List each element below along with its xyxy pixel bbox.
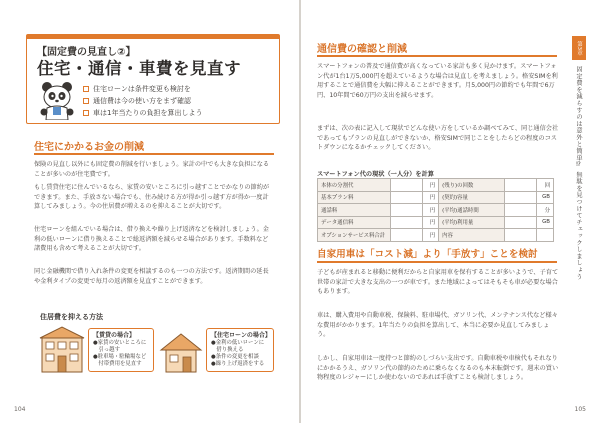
checkbox-icon	[83, 98, 89, 104]
table-cell-blank[interactable]	[390, 216, 422, 229]
checklist-item-label: 通信費は今の使い方をまず確認	[93, 97, 191, 105]
table-cell-unit: 円	[422, 179, 438, 192]
table-cell-label: オプションサービス料合計	[318, 229, 391, 242]
table-cell-blank[interactable]	[505, 179, 537, 192]
section-subtitle: 【固定費の見直し②】	[37, 47, 136, 58]
table-cell-unit	[537, 229, 554, 242]
table-cell-label: データ通信料	[318, 216, 391, 229]
loan-tip-line: 借り換える	[211, 347, 244, 353]
table-cell-label: (残り)の回数	[439, 179, 505, 192]
running-title-vertical: 固定費を減らすのは意外と簡単⁉︎ 無駄を見つけてチェックしましょう	[575, 66, 582, 281]
body-paragraph: スマートフォンの普及で通信費が高くなっている家計も多く見かけます。スマートフォン代が1台1万5,000円を超えているような場合は見直しを考えましょう。格安SIMを利用することで通信費を大幅に抑えることができます。月5,000円の節約でも年間で6万円、10年間で60万円の支出を減らせます。	[317, 63, 558, 99]
table-cell-label: (契約)容量	[439, 191, 505, 204]
table-row	[318, 191, 554, 204]
body-paragraph: 保険の見直し以外にも固定費の削減を行いましょう。家計の中でも大きな負担になることが多いのが住宅費です。	[34, 161, 270, 178]
table-cell-unit: 回	[537, 179, 554, 192]
checklist-item	[83, 107, 202, 119]
table-cell-label: (平均)利用量	[439, 216, 505, 229]
section-heading-housing: 住宅にかかるお金の削減	[34, 142, 144, 153]
table-cell-blank[interactable]	[390, 229, 422, 242]
body-paragraph: 車は、購入費用や自動車税、保険料、駐車場代、ガソリン代、メンテナンス代など様々な費用がかかります。1年当たりの負担を算出して、本当に必要か見直してみましょう。	[317, 312, 558, 339]
checklist-item	[83, 95, 202, 107]
table-row	[318, 216, 554, 229]
section-underline	[34, 153, 274, 155]
page-number-left: 104	[14, 406, 26, 413]
table-cell-label: 通話料	[318, 204, 391, 217]
table-cell-label: 内容	[439, 229, 505, 242]
rental-tips-bubble	[88, 328, 154, 372]
body-paragraph: もし賃貸住宅に住んでいるなら、家賃の安いところに引っ越すことでかなりの節約ができます。また、手放さない場合でも、住み続ける方が得か引っ越す方が得か一度計算してみましょう。今の住居費が増えるのを抑えることが大切です。	[34, 184, 270, 211]
table-cell-unit: GB	[537, 216, 554, 229]
chapter-tab: 第3章	[572, 36, 586, 60]
apartment-building-icon	[36, 324, 88, 376]
table-row	[318, 204, 554, 217]
checkbox-icon	[83, 86, 89, 92]
table-cell-blank[interactable]	[505, 229, 537, 242]
table-cell-unit: 円	[422, 216, 438, 229]
rental-tip-line: ●駐車場・駐輪場など	[93, 354, 147, 360]
panda-mascot-icon	[35, 80, 79, 120]
table-row	[318, 229, 554, 242]
section-underline	[317, 261, 557, 263]
rental-tip-line: 引っ越す	[93, 347, 120, 353]
table-cell-unit: 円	[422, 191, 438, 204]
table-cell-blank[interactable]	[505, 216, 537, 229]
detached-house-icon	[158, 330, 204, 374]
table-cell-blank[interactable]	[390, 191, 422, 204]
table-cell-label: 本体の分割代	[318, 179, 391, 192]
table-cell-label: 基本プラン料	[318, 191, 391, 204]
table-cell-blank[interactable]	[390, 179, 422, 192]
table-cell-blank[interactable]	[390, 204, 422, 217]
right-page	[301, 0, 600, 423]
page-title: 住宅・通信・車費を見直す	[37, 59, 241, 78]
loan-tips-bubble	[206, 328, 274, 372]
loan-tip-line: ●金利の低いローンに	[211, 340, 265, 346]
header-accent-bar	[27, 35, 279, 39]
checkbox-icon	[83, 110, 89, 116]
phone-cost-table	[317, 178, 554, 242]
checklist-item	[83, 83, 202, 95]
checklist	[83, 83, 202, 119]
table-row	[318, 179, 554, 192]
chapter-header-box	[26, 34, 280, 124]
body-paragraph: まずは、次の表に記入して現状でどんな使い方をしているか調べてみて、同じ通信会社であってもプランの見直しができないか、格安SIMで同じことをしたらどの程度のコストダウンになるかチェックしてください。	[317, 125, 559, 152]
checklist-item-label: 車は1年当たりの負担を算出しよう	[93, 109, 203, 117]
loan-tip-line: ●繰り上げ返済をする	[211, 361, 265, 367]
loan-tip-line: ●条件の変更を相談	[211, 354, 259, 360]
table-cell-unit: 円	[422, 229, 438, 242]
section-heading-car: 自家用車は「コスト減」より「手放す」ことを検討	[317, 249, 538, 260]
rental-tip-line: ●家賃の安いところに	[93, 340, 147, 346]
page-number-right: 105	[574, 406, 586, 413]
body-paragraph: しかし、自家用車は一度持つと節約のしづらい支出です。自動車税や車検代もそれなりにかかるうえ、ガソリン代の節約のために乗らなくなるのも本末転倒です。週末の買い物程度のレジャーにしか使わないのであれば手放すことも検討しましょう。	[317, 355, 559, 382]
body-paragraph: 同じ金融機関で借り入れ条件の変更を相談するのも一つの方法です。返済期間の延長や金利タイプの変更で毎月の返済額を見直すことができます。	[34, 268, 269, 285]
section-underline	[317, 55, 557, 57]
table-cell-unit: 分	[537, 204, 554, 217]
table-cell-blank[interactable]	[505, 191, 537, 204]
left-page	[0, 0, 299, 423]
body-paragraph: 子どもが産まれると移動に便利だからと自家用車を保有することが多いようで、子育て世帯の家計で大きな支出の一つが車です。また地域によってはそもそも車が必要な場合もあります。	[317, 269, 559, 296]
section-heading-telecom: 通信費の確認と削減	[317, 44, 407, 55]
table-title: スマートフォン代の現状（一人分）を計算	[317, 171, 434, 178]
illustration-title: 住居費を抑える方法	[40, 313, 103, 321]
rental-tips-title: 【賃貸の場合】	[93, 332, 136, 339]
table-cell-unit: 円	[422, 204, 438, 217]
table-cell-blank[interactable]	[505, 204, 537, 217]
checklist-item-label: 住宅ローンは条件変更も検討を	[93, 85, 191, 93]
table-cell-label: (平均)通話時間	[439, 204, 505, 217]
rental-tip-line: 付帯費用を見直す	[93, 361, 142, 367]
loan-tips-title: 【住宅ローンの場合】	[211, 332, 271, 339]
table-cell-unit: GB	[537, 191, 554, 204]
body-paragraph: 住宅ローンを組んでいる場合は、借り換えや繰り上げ返済などを検討しましょう。金利の低いローンに借り換えることで総返済額を減らせる場合があります。手数料など諸費用も含めて考えることが大切です。	[34, 226, 269, 253]
